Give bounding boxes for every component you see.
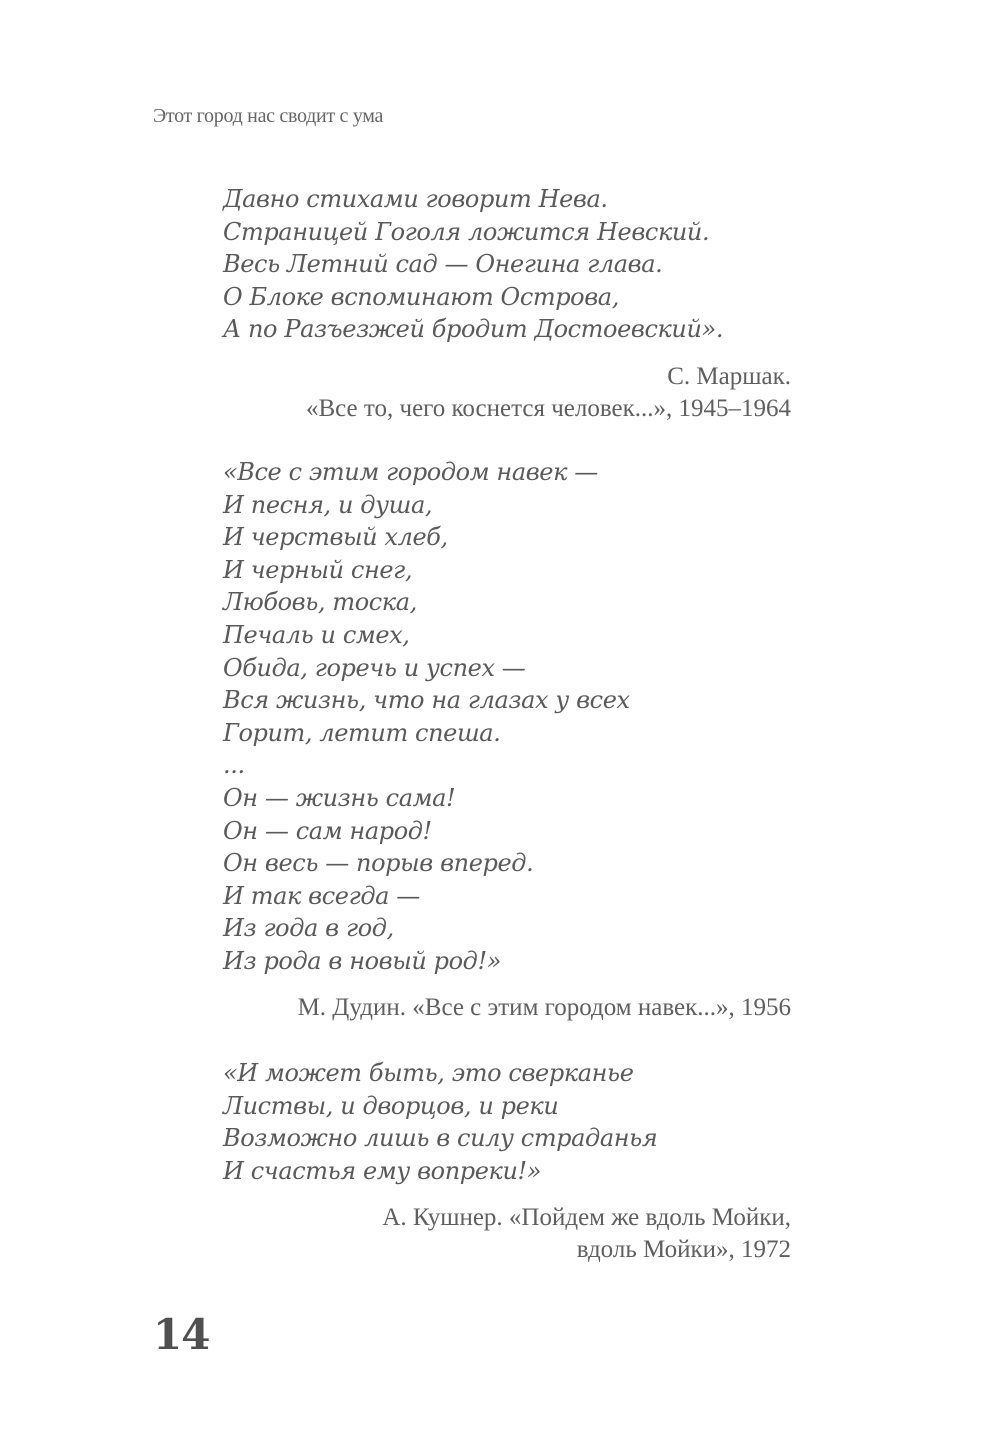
verse-line: И черствый хлеб, xyxy=(223,523,448,552)
verse-line: Обида, горечь и успех — xyxy=(223,653,526,682)
verse-line: Давно стихами говорит Нева. xyxy=(223,185,608,213)
verse-line: Страницей Гоголя ложится Невский. xyxy=(223,217,710,246)
verse-line: Вся жизнь, что на глазах у всех xyxy=(223,686,630,715)
running-head: Этот город нас сводит с ума xyxy=(153,105,384,127)
verse-line: О Блоке вспоминают Острова, xyxy=(223,282,619,311)
attribution-marshak xyxy=(306,361,791,425)
verse-line: Он — сам народ! xyxy=(223,816,432,845)
poem-quote-kushner xyxy=(223,1057,657,1187)
verse-line: Горит, летит спеша. xyxy=(223,718,501,747)
poem-quote-marshak xyxy=(223,183,723,346)
verse-line: И счастья ему вопреки!» xyxy=(223,1156,542,1185)
attribution-line: А. Кушнер. «Пойдем же вдоль Мойки, xyxy=(382,1204,791,1231)
verse-line: «И может быть, это сверканье xyxy=(223,1059,634,1087)
verse-line: Он — жизнь сама! xyxy=(223,783,456,812)
verse-line: И так всегда — xyxy=(223,881,420,910)
verse-line: А по Разъезжей бродит Достоевский». xyxy=(223,315,724,344)
verse-line: И песня, и душа, xyxy=(223,490,433,519)
verse-line: Любовь, тоска, xyxy=(223,588,417,617)
verse-line: Из рода в новый род!» xyxy=(223,946,502,975)
attribution-line: «Все то, чего коснется человек...», 1945–1964 xyxy=(305,395,791,422)
verse-line: Весь Летний сад — Онегина глава. xyxy=(223,250,663,279)
page-number: 14 xyxy=(153,1310,210,1359)
verse-line: Листвы, и дворцов, и реки xyxy=(223,1091,559,1120)
attribution-line: вдоль Мойки», 1972 xyxy=(576,1236,791,1263)
verse-line: ... xyxy=(223,751,245,780)
verse-line: Он весь — порыв вперед. xyxy=(223,849,534,878)
poem-quote-dudin xyxy=(223,456,630,978)
verse-line: Возможно лишь в силу страданья xyxy=(223,1124,658,1153)
verse-line: И черный снег, xyxy=(223,555,413,584)
verse-line: Печаль и смех, xyxy=(223,620,410,649)
verse-line: Из года в год, xyxy=(223,914,394,943)
attribution-dudin xyxy=(298,992,791,1024)
attribution-line: М. Дудин. «Все с этим городом навек...», 1956 xyxy=(297,994,791,1021)
verse-line: «Все с этим городом навек — xyxy=(223,458,598,486)
attribution-kushner xyxy=(382,1202,791,1266)
attribution-line: С. Маршак. xyxy=(667,363,791,390)
